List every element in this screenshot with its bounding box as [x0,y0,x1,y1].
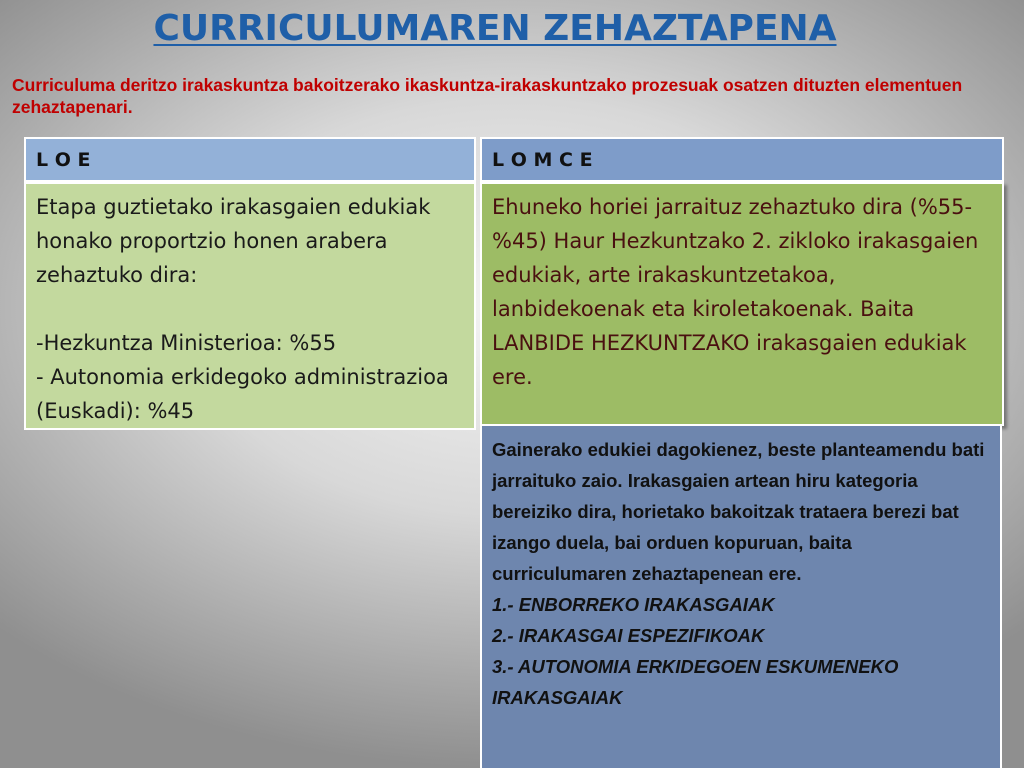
lomce-detail-text: Gainerako edukiei dagokienez, beste planteamendu bati jarraituko zaio. Irakasgaien artean hiru kategoria bereiziko dira, horietako bakoitzak trataera berezi bat izango duela, bai orduen kopuruan, baita curriculumaren zehaztapenean ere. [492,439,985,584]
category-item: 3.- AUTONOMIA ERKIDEGOEN ESKUMENEKO IRAKASGAIAK [492,656,899,708]
category-item: 2.- IRAKASGAI ESPEZIFIKOAK [492,625,765,646]
loe-body [24,182,476,430]
loe-header: L O E [24,137,476,182]
loe-line-ministry: -Hezkuntza Ministerioa: %55 [36,331,337,355]
loe-spacer [36,292,466,326]
lomce-header: L O M C E [480,137,1004,182]
category-item: 1.- ENBORREKO IRAKASGAIAK [492,594,775,615]
lomce-body [480,182,1004,426]
lomce-body-text: Ehuneko horiei jarraituz zehaztuko dira (%55-%45) Haur Hezkuntzako 2. zikloko irakasgaien edukiak, arte irakaskuntzetakoa, lanbidekoenak eta kiroletakoenak. Baita LANBIDE HEZKUNTZAKO irakasgaien edukiak ere. [492,195,979,389]
loe-line-autonomy: - Autonomia erkidegoko administrazioa (Euskadi): %45 [36,365,449,423]
slide-subtitle: Curriculuma deritzo irakaskuntza bakoitzerako ikaskuntza-irakaskuntzako prozesuak osatzen dituzten elementuen zehaztapenari. [12,75,963,117]
slide-title: CURRICULUMAREN ZEHAZTAPENA [153,8,837,49]
lomce-detail [480,424,1002,768]
loe-intro: Etapa guztietako irakasgaien edukiak honako proportzio honen arabera zehaztuko dira: [36,195,431,287]
